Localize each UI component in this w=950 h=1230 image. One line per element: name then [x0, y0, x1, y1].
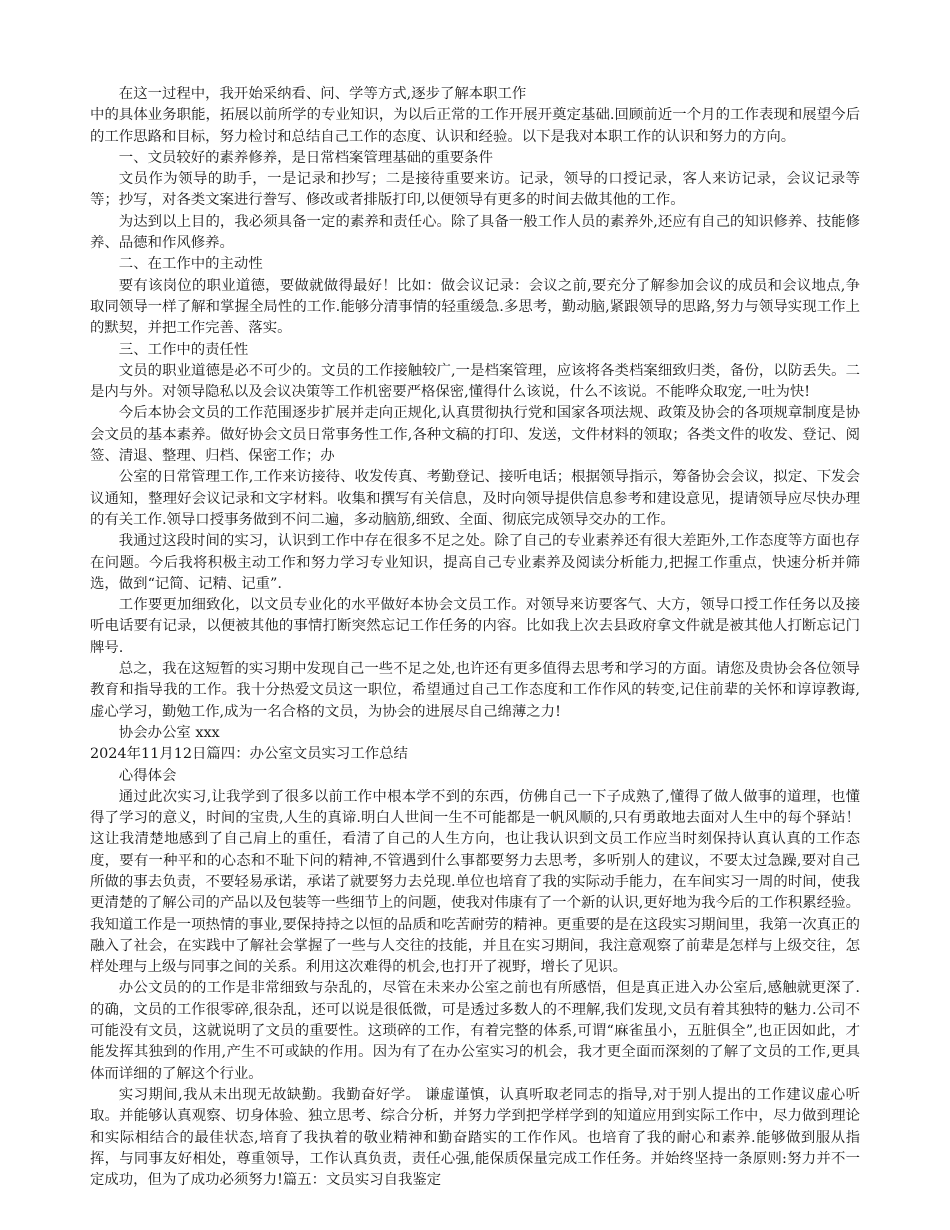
paragraph-body: 总之，我在这短暂的实习期中发现自己一些不足之处,也许还有更多值得去思考和学习的方面。请您及贵协会各位领导教育和指导我的工作。我十分热爱文员这一职位，希望通过自己工作态度和工作作风的转变,记住前辈的关怀和谆谆教诲,虚心学习，勤勉工作,成为一名合格的文员，为协会的进展尽自己绵薄之力!: [90, 661, 860, 720]
paragraph-intro: 在这一过程中，我开始采纳看、问、学等方式,逐步了解本职工作: [118, 86, 527, 102]
paragraph-body: 今后本协会文员的工作范围逐步扩展并走向正规化,认真贯彻执行党和国家各项法规、政策及协会的各项规章制度是协会文员的基本素养。做好协会文员日常事务性工作,各种文稿的打印、发送，文件材料的领取；各类文件的收发、登记、阅签、清退、整理、归档、保密工作；办: [90, 405, 860, 465]
subheading-reflection: 心得体会: [118, 767, 177, 784]
paragraph-body: 我通过这段时间的实习，认识到工作中存在很多不足之处。除了自己的专业素养还有很大差距外,工作态度等方面也存在问题。今后我将积极主动工作和努力学习专业知识，提高自己专业素养及阅读分析能力,把握工作重点，快速分析并筛选，做到“记简、记精、记重”.: [90, 533, 860, 592]
date-title-line: 2024年11月12日篇四：办公室文员实习工作总结: [90, 746, 408, 763]
paragraph-body: 实习期间,我从未出现无故缺勤。我勤奋好学。 谦虚谨慎，认真听取老同志的指导,对于别人提出的工作建议虚心听取。并能够认真观察、切身体验、独立思考、综合分析，并努力学到把学样学到的知道应用到实际工作中，尽力做到理论和实际相结合的最佳状态,培育了我执着的敬业精神和勤奋踏实的工作作风。也培育了我的耐心和素养.能够做到服从指挥，与同事友好相处，尊重领导，工作认真负责，责任心强,能保质保量完成工作任务。并始终坚持一条原则:努力并不一定成功，但为了成功必须努力!篇五：文员实习自我鉴定: [90, 1086, 860, 1189]
paragraph-body: 工作要更加细致化，以文员专业化的水平做好本协会文员工作。对领导来访要客气、大方，领导口授工作任务以及接听电话要有记录，以便被其他的事情打断突然忘记工作任务的内容。比如我上次去县政府拿文件就是被其他人打断忘记门牌号.: [90, 597, 860, 656]
paragraph-body: 通过此次实习,让我学到了很多以前工作中根本学不到的东西，仿佛自己一下子成熟了,懂得了做人做事的道理，也懂得了学习的意义，时间的宝贵,人生的真谛.明白人世间一生不可能都是一帆风顺的,只有勇敢地去面对人生中的每个驿站！这让我清楚地感到了自己肩上的重任，看清了自己的人生方向，也让我认识到文员工作应当时刻保持认真认真的工作态度，要有一种平和的心态和不耻下问的精神,不管遇到什么事都要努力去思考，多听别人的建议，不要太过急躁,要对自己所做的事去负责，不要轻易承诺，承诺了就要努力去兑现.单位也培育了我的实际动手能力，在车间实习一周的时间，使我更清楚的了解公司的产品以及包装等一些细节上的问题，使我对伟康有了一个新的认识,更好地为我今后的工作积累经验。我知道工作是一项热情的事业,要保持持之以恒的品质和吃苦耐劳的精神。更重要的是在这段实习期间里，我第一次真正的融入了社会，在实践中了解社会掌握了一些与人交往的技能，并且在实习期间，我注意观察了前辈是怎样与上级交往，怎样处理与上级与同事之间的关系。利用这次难得的机会,也打开了视野，增长了见识。: [90, 788, 860, 976]
paragraph-body: 为达到以上目的，我必须具备一定的素养和责任心。除了具备一般工作人员的素养外,还应有自己的知识修养、技能修养、品德和作风修养。: [90, 213, 860, 252]
section-heading-1: 一、文员较好的素养修养，是日常档案管理基础的重要条件: [118, 149, 493, 166]
paragraph-body: 文员的职业道德是必不可少的。文员的工作接触较广,一是档案管理，应该将各类档案细致归类，备份，以防丢失。二是内与外。对领导隐私以及会议决策等工作机密要严格保密,懂得什么该说，什么不该说。不能哗众取宠,一吐为快!: [90, 362, 860, 401]
paragraph-body: 文员作为领导的助手，一是记录和抄写；二是接待重要来访。记录，领导的口授记录，客人来访记录，会议记录等等；抄写，对各类文案进行誊写、修改或者排版打印,以便领导有更多的时间去做其他的工作。: [90, 171, 860, 209]
section-heading-2: 二、在工作中的主动性: [118, 256, 263, 273]
paragraph-body: 要有该岗位的职业道德，要做就做得最好！比如：做会议记录：会议之前,要充分了解参加会议的成员和会议地点,争取同领导一样了解和掌握全局性的工作.能够分清事情的轻重缓急.多思考，勤动脑,紧跟领导的思路,努力与领导实现工作上的默契，并把工作完善、落实。: [90, 277, 860, 337]
paragraph-body: 公室的日常管理工作,工作来访接待、收发传真、考勤登记、接听电话；根据领导指示，筹备协会会议，拟定、下发会议通知，整理好会议记录和文字材料。收集和撰写有关信息，及时向领导提供信息参考和建设意见，提请领导应尽快办理的有关工作.领导口授事务做到不问二遍，多动脑筋,细致、全面、彻底完成领导交办的工作。: [90, 469, 860, 528]
paragraph-continuation: 中的具体业务职能，拓展以前所学的专业知识，为以后正常的工作开展开奠定基础.回顾前近一个月的工作表现和展望今后的工作思路和目标，努力检讨和总结自己工作的态度、认识和经验。以下是我对本职工作的认识和努力的方向。: [90, 107, 860, 145]
paragraph-body: 办公文员的的工作是非常细致与杂乱的，尽管在未来办公室之前也有所感悟，但是真正进入办公室后,感触就更深了.的确，文员的工作很零碎,很杂乱，还可以说是很低微，可是透过多数人的不理解,我们发现,文员有着其独特的魅力.公司不可能没有文员，这就说明了文员的重要性。这琐碎的工作，有着完整的体系,可谓“麻雀虽小，五脏俱全”,也正因如此，才能发挥其独到的作用,产生不可或缺的作用。因为有了在办公室实习的机会，我才更全面而深刻的了解了文员的工作,更具体而详细的了解这个行业。: [90, 980, 860, 1082]
signature-line: 协会办公室 xxx: [118, 724, 220, 741]
section-heading-3: 三、工作中的责任性: [118, 341, 249, 358]
